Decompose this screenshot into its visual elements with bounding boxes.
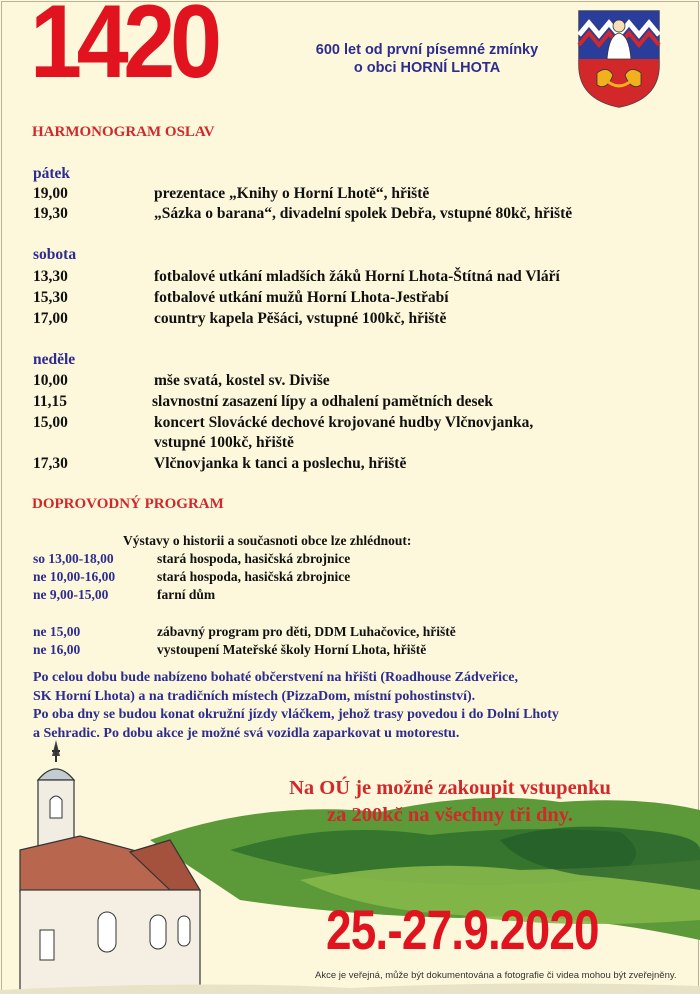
event-time: 17,00: [33, 310, 68, 327]
event-description: slavnostní zasazení lípy a odhalení pamětních desek: [152, 393, 494, 410]
event-time: 13,30: [33, 268, 68, 285]
exhibit-place: stará hospoda, hasičská zbrojnice: [157, 551, 351, 566]
ticket-line-1: Na OÚ je možné zakoupit vstupenku: [289, 777, 611, 799]
exhibit-place: stará hospoda, hasičská zbrojnice: [157, 569, 351, 584]
event-time: 10,00: [33, 372, 68, 389]
event-description: koncert Slovácké dechové krojované hudby Vlčnovjanka,: [154, 414, 534, 431]
ticket-line-2: za 200kč na všechny tři dny.: [326, 804, 574, 826]
event-description: fotbalové utkání mladších žáků Horní Lhota-Štítná nad Vláří: [154, 268, 560, 285]
extra-time: ne 15,00: [33, 624, 81, 639]
subtitle-line-2: o obci HORNÍ LHOTA: [353, 60, 501, 76]
info-line: a Sehradic. Po dobu akce je možné svá vozidla zaparkovat u motorestu.: [33, 725, 460, 741]
exhibit-time: ne 10,00-16,00: [33, 569, 116, 584]
schedule-heading: HARMONOGRAM OSLAV: [32, 124, 215, 140]
poster-subtitle: [292, 41, 562, 77]
event-description: vstupné 100kč, hřiště: [154, 434, 294, 451]
anniversary-year: 1420: [30, 0, 217, 100]
exhibit-note: Výstavy o historii a současnoti obce lze zhlédnout:: [123, 533, 412, 548]
event-time: 15,30: [33, 289, 68, 306]
event-time: 15,00: [33, 414, 68, 431]
event-time: 17,30: [33, 455, 68, 472]
event-time: 19,30: [33, 205, 68, 222]
exhibit-time: so 13,00-18,00: [33, 551, 114, 566]
subtitle-line-1: 600 let od první písemné zmínky: [315, 42, 539, 58]
event-description: country kapela Pěšáci, vstupné 100kč, hřiště: [154, 310, 447, 327]
day-saturday: sobota: [33, 246, 77, 263]
event-description: „Sázka o barana“, divadelní spolek Debřa, vstupné 80kč, hřiště: [154, 205, 573, 222]
info-line: Po celou dobu bude nabízeno bohaté občerstvení na hřišti (Roadhouse Zádveřice,: [33, 670, 518, 685]
exhibit-place: farní dům: [157, 587, 216, 602]
event-description: fotbalové utkání mužů Horní Lhota-Jestřabí: [154, 289, 449, 306]
info-paragraph: [33, 669, 673, 743]
village-coat-of-arms-icon: [577, 9, 661, 109]
info-line: SK Horní Lhota) a na tradičních místech (PizzaDom, místní pohostinství).: [33, 688, 476, 704]
side-program-heading: DOPROVODNÝ PROGRAM: [32, 496, 224, 512]
info-line: Po oba dny se budou konat okružní jízdy vláčkem, jehož trasy povedou i do Dolní Lhoty: [33, 707, 559, 722]
footer-note: Akce je veřejná, může být dokumentována a fotografie či videa mohou být zveřejněny.: [315, 970, 677, 981]
ticket-info: [250, 775, 650, 829]
extra-description: zábavný program pro děti, DDM Luhačovice, hřiště: [157, 624, 456, 639]
extra-time: ne 16,00: [33, 642, 81, 657]
event-description: mše svatá, kostel sv. Diviše: [154, 372, 330, 389]
day-friday: pátek: [33, 165, 71, 182]
event-date: 25.-27.9.2020: [326, 898, 599, 961]
event-description: prezentace „Knihy o Horní Lhotě“, hřiště: [154, 185, 430, 202]
event-time: 19,00: [33, 185, 68, 202]
extra-description: vystoupení Mateřské školy Horní Lhota, hřiště: [157, 642, 427, 657]
exhibit-time: ne 9,00-15,00: [33, 587, 109, 602]
day-sunday: neděle: [33, 351, 76, 368]
event-time: 11,15: [33, 393, 68, 410]
event-description: Vlčnovjanka k tanci a poslechu, hřiště: [154, 455, 407, 472]
